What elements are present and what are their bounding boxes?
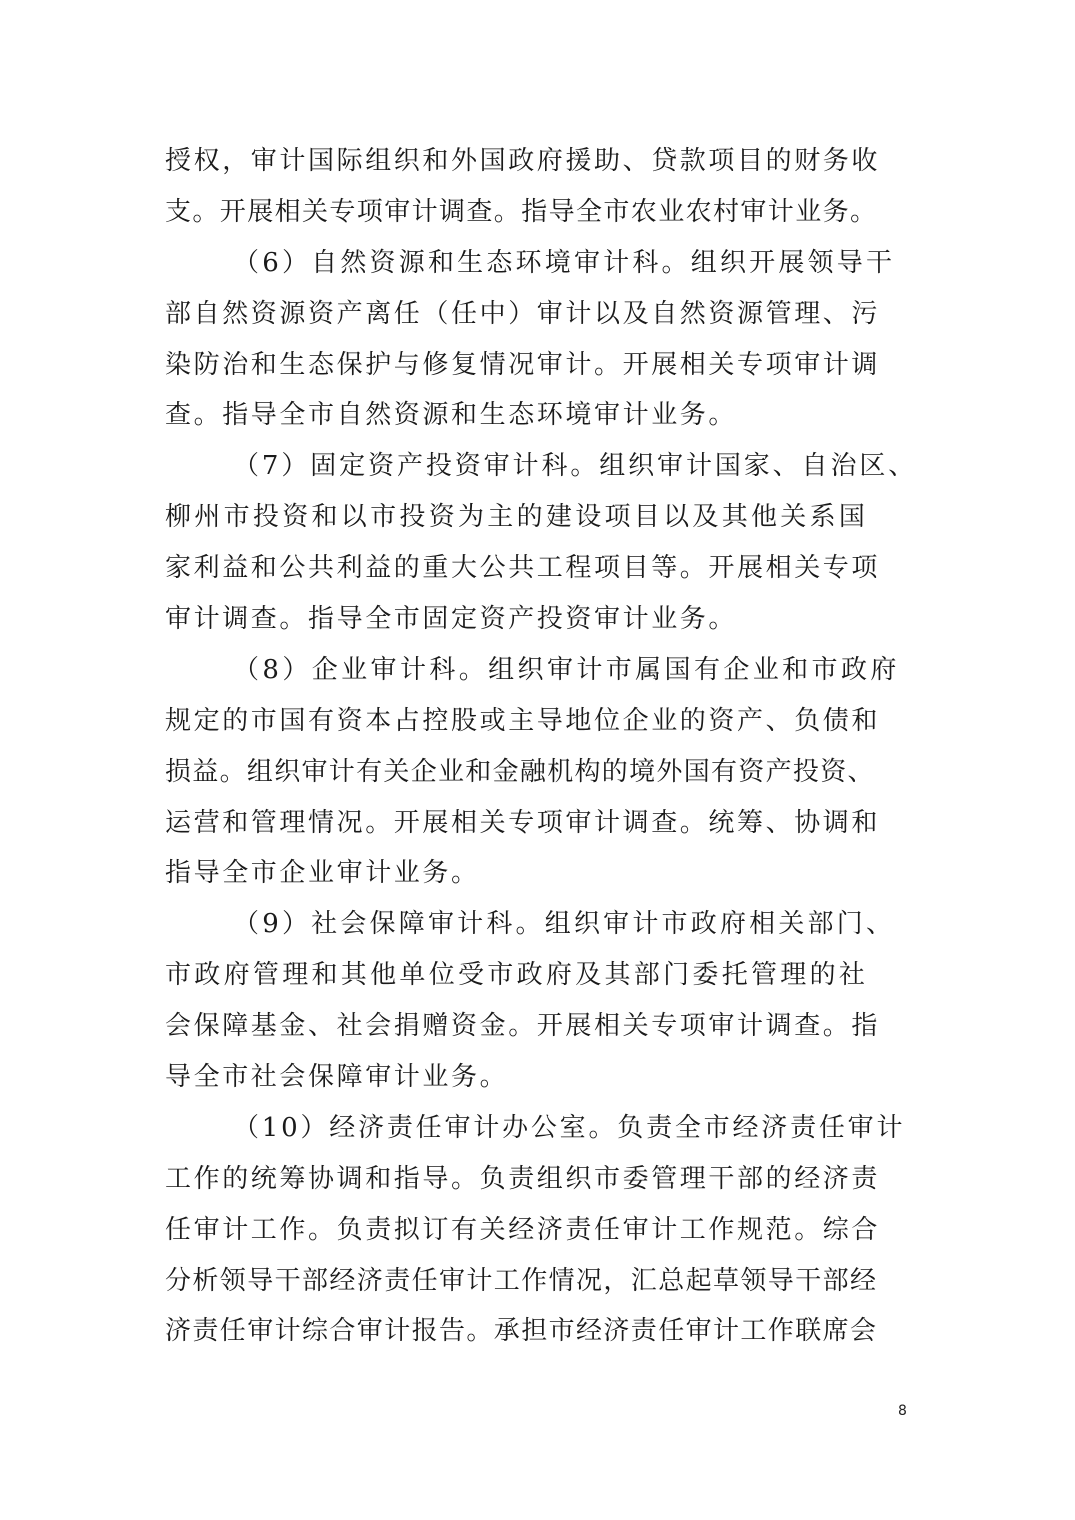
text-line: 济责任审计综合审计报告。承担市经济责任审计工作联席会 [165, 1316, 878, 1347]
text-line: 损益。组织审计有关企业和金融机构的境外国有资产投资、 [165, 756, 875, 787]
text-line: 会保障基金、社会捐赠资金。开展相关专项审计调查。指 [165, 1011, 881, 1042]
text-line: 审计调查。指导全市固定资产投资审计业务。 [165, 604, 738, 635]
text-line: 工作的统筹协调和指导。负责组织市委管理干部的经济责 [165, 1163, 881, 1194]
body-text [165, 136, 925, 1357]
text-line: 授权，审计国际组织和外国政府援助、贷款项目的财务收 [165, 146, 881, 176]
text-line: 规定的市国有资本占控股或主导地位企业的资产、负债和 [165, 705, 881, 736]
text-line: 运营和管理情况。开展相关专项审计调查。统筹、协调和 [165, 807, 881, 838]
text-line: 任审计工作。负责拟订有关经济责任审计工作规范。综合 [165, 1214, 881, 1245]
text-line: 家利益和公共利益的重大公共工程项目等。开展相关专项 [165, 553, 881, 584]
text-line: 市政府管理和其他单位受市政府及其部门委托管理的社 [165, 960, 869, 991]
text-line: （7）固定资产投资审计科。组织审计国家、自治区、 [233, 451, 918, 482]
text-line: 柳州市投资和以市投资为主的建设项目以及其他关系国 [165, 502, 869, 533]
text-line: 查。指导全市自然资源和生态环境审计业务。 [165, 400, 738, 431]
text-line: （6）自然资源和生态环境审计科。组织开展领导干 [233, 247, 896, 278]
text-line: 染防治和生态保护与修复情况审计。开展相关专项审计调 [165, 349, 881, 380]
text-line: 支。开展相关专项审计调查。指导全市农业农村审计业务。 [165, 196, 878, 227]
text-line: 分析领导干部经济责任审计工作情况，汇总起草领导干部经 [165, 1265, 878, 1296]
text-line: （10）经济责任审计办公室。负责全市经济责任审计 [233, 1112, 906, 1143]
text-line: （9）社会保障审计科。组织审计市政府相关部门、 [233, 909, 896, 940]
text-line: 部自然资源资产离任（任中）审计以及自然资源管理、污 [165, 298, 881, 329]
page-number: 8 [898, 1403, 907, 1419]
text-line: 指导全市企业审计业务。 [165, 858, 480, 889]
text-line: 导全市社会保障审计业务。 [165, 1062, 509, 1093]
text-line: （8）企业审计科。组织审计市属国有企业和市政府 [233, 654, 900, 685]
